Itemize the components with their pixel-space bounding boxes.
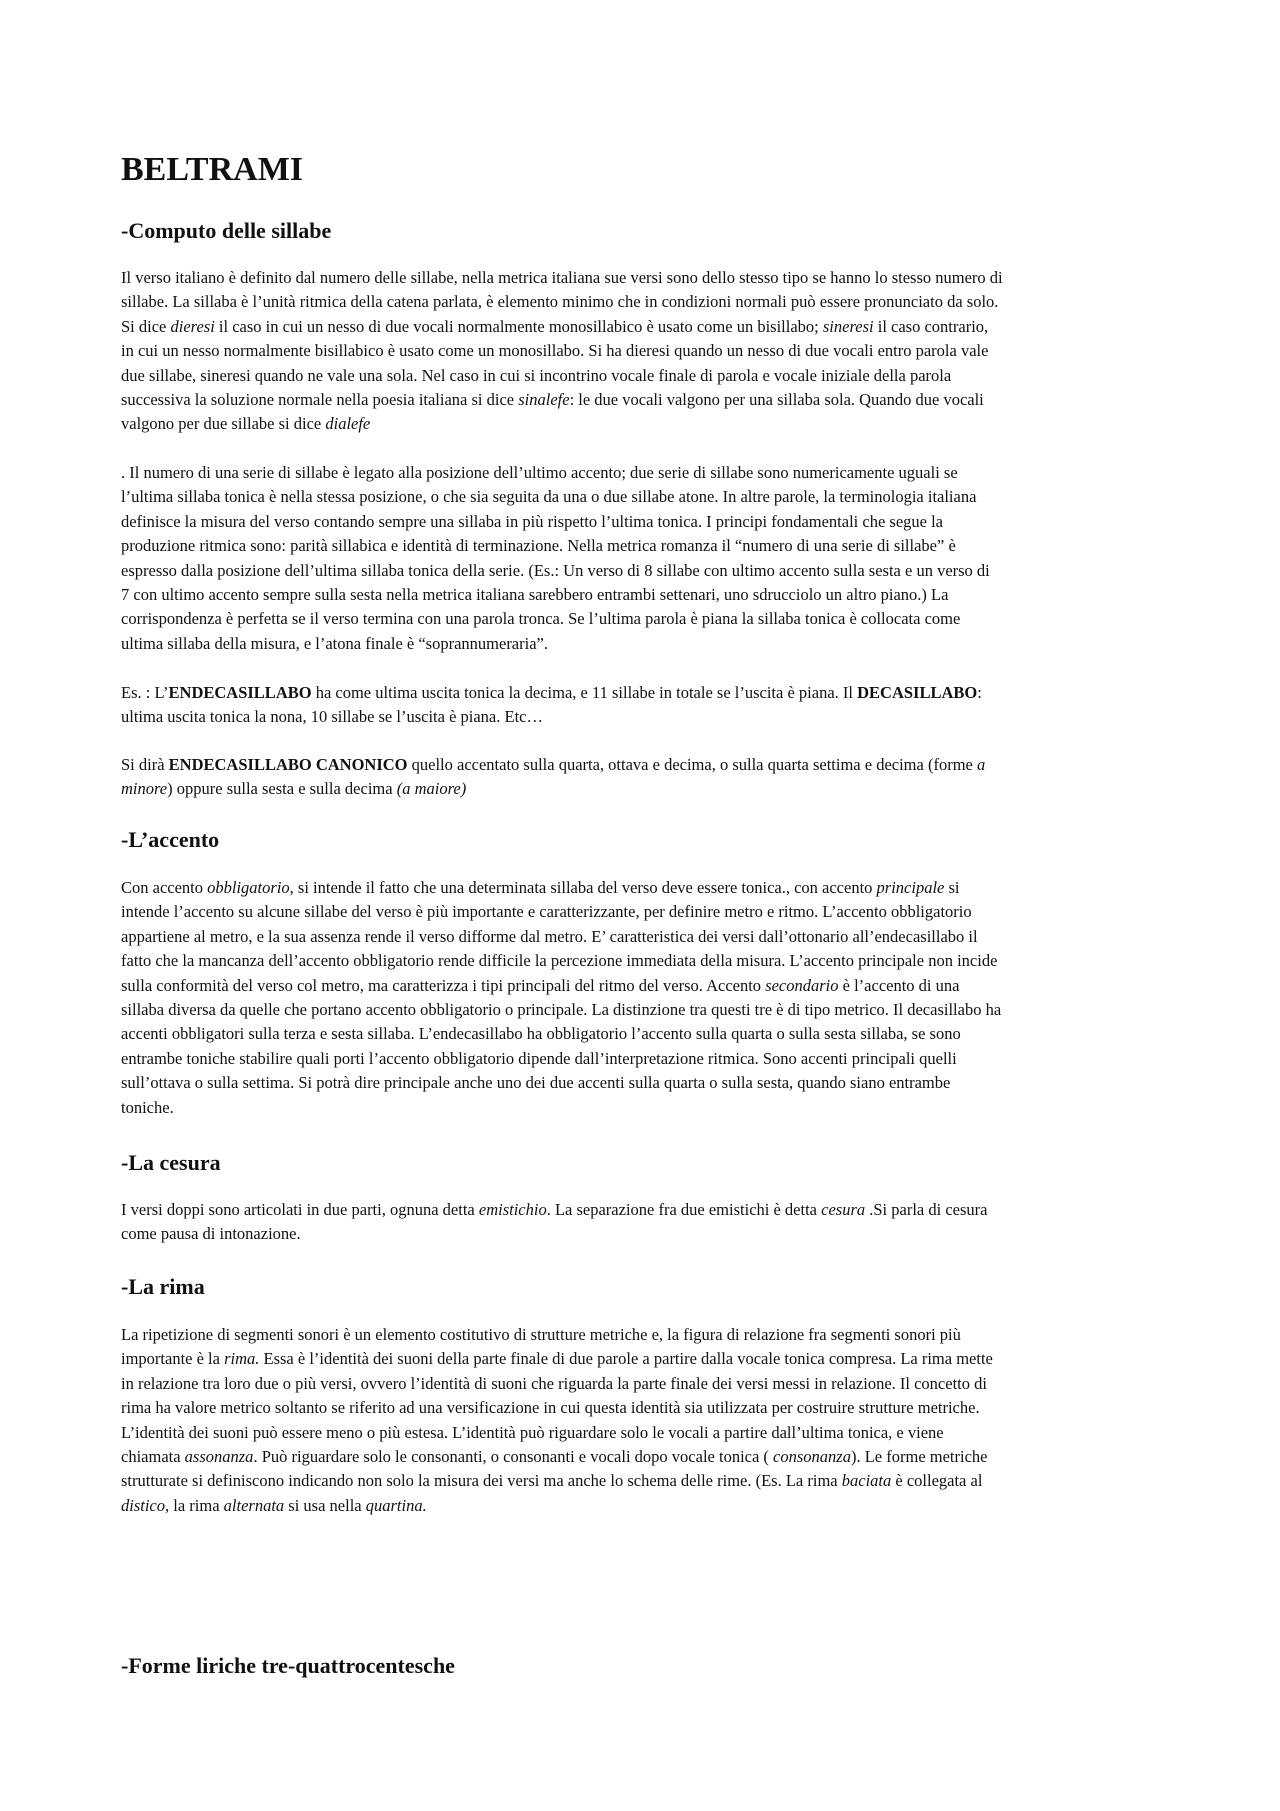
italic-term: sineresi xyxy=(822,316,874,336)
text-line xyxy=(121,777,1166,801)
text-line xyxy=(121,900,1166,924)
text-run: espresso dalla posizione dell’ultima sillaba tonica della serie. (Es.: Un verso di 8 sillabe con ultimo accento sulla sesta e un verso di xyxy=(121,560,990,580)
text-line xyxy=(121,949,1166,973)
text-line xyxy=(121,315,1166,339)
italic-term: minore xyxy=(121,779,168,799)
section-heading-accento: -L’accento xyxy=(121,827,220,852)
text-run: strutturate si definiscono indicando non solo la misura dei versi ma anche lo schema delle rime. (Es. La rima xyxy=(121,1471,842,1491)
text-run: due sillabe, sineresi quando ne vale una sola. Nel caso in cui si incontrino vocale finale di parola e vocale iniziale della parola xyxy=(121,365,952,385)
bold-term: ENDECASILLABO xyxy=(168,683,312,702)
italic-term: quartina. xyxy=(365,1495,427,1515)
text-run: ha come ultima uscita tonica la decima, e 11 sillabe in totale se l’uscita è piana. Il xyxy=(311,683,858,702)
text-run: è l’accento di una xyxy=(838,975,960,995)
text-line xyxy=(121,607,1166,631)
text-line xyxy=(121,1071,1166,1095)
text-run: , la rima xyxy=(165,1495,224,1515)
italic-term: assonanza xyxy=(184,1447,254,1467)
text-run: l’ultima sillaba tonica è nella stessa posizione, o che sia seguita da una o due sillabe atone. In altre parole, la terminologia italiana xyxy=(121,487,977,507)
italic-term: cesura xyxy=(821,1200,866,1219)
text-run: come pausa di intonazione. xyxy=(121,1224,301,1244)
text-line xyxy=(121,681,1166,705)
paragraph xyxy=(121,1198,1166,1247)
text-line xyxy=(121,1396,1166,1420)
italic-term: dialefe xyxy=(325,414,371,434)
italic-term: consonanza xyxy=(773,1447,851,1467)
italic-term: dieresi xyxy=(170,316,215,336)
text-line xyxy=(121,1198,1166,1222)
text-run: Si dirà xyxy=(121,755,169,774)
text-run: il caso in cui un nesso di due vocali normalmente monosillabico è usato come un bisillabo; xyxy=(214,316,823,336)
text-run: in relazione tra loro due o più versi, ovvero l’identità di suoni che riguarda la parte finale dei versi messi in relazione. Il concetto di xyxy=(121,1373,987,1393)
text-run: I versi doppi sono articolati in due parti, ognuna detta xyxy=(121,1200,479,1219)
text-run: ultima sillaba della misura, e l’atona finale è “soprannumeraria”. xyxy=(121,633,548,653)
text-line xyxy=(121,1445,1166,1469)
text-run: Con accento xyxy=(121,878,208,897)
italic-term: secondario xyxy=(765,975,839,995)
text-run: importante è la xyxy=(121,1349,225,1369)
text-line xyxy=(121,1047,1166,1071)
text-line xyxy=(121,290,1166,314)
text-run: valgono per due sillabe si dice xyxy=(121,414,326,434)
text-line xyxy=(121,559,1166,583)
paragraph xyxy=(121,266,1166,437)
text-run: . Può riguardare solo le consonanti, o consonanti e vocali dopo vocale tonica ( xyxy=(253,1447,774,1467)
text-line xyxy=(121,1222,1166,1246)
italic-term: rima. xyxy=(224,1349,260,1369)
text-run: successiva la soluzione normale nella poesia italiana si dice xyxy=(121,390,519,410)
text-run: toniche. xyxy=(121,1097,174,1117)
section-heading-rima: -La rima xyxy=(121,1274,205,1299)
text-run: ) oppure sulla sesta e sulla decima xyxy=(167,779,397,799)
text-run: 7 con ultimo accento sempre sulla sesta nella metrica italiana sarebbero entrambi settenari, uno sdrucciolo un altro piano.) La xyxy=(121,585,949,605)
text-line xyxy=(121,753,1166,777)
text-run: ultima uscita tonica la nona, 10 sillabe se l’uscita è piana. Etc… xyxy=(121,707,543,727)
italic-term: distico xyxy=(121,1495,165,1515)
section-heading-cesura: -La cesura xyxy=(121,1150,221,1175)
paragraph xyxy=(121,1323,1166,1518)
text-run: .Si parla di cesura xyxy=(865,1200,988,1219)
text-run: sillabe. La sillaba è l’unità ritmica della catena parlata, è elemento minimo che in condizioni normali può essere pronunciato da solo. xyxy=(121,292,999,312)
text-line xyxy=(121,1469,1166,1493)
bold-term: DECASILLABO xyxy=(857,683,978,702)
text-run: : le due vocali valgono per una sillaba sola. Quando due vocali xyxy=(569,390,984,410)
text-run: fatto che la mancanza dell’accento obbligatorio rende difficile la percezione immediata della misura. L’accento principale non incide xyxy=(121,951,998,971)
text-line xyxy=(121,534,1166,558)
paragraph xyxy=(121,461,1166,656)
text-run: Il verso italiano è definito dal numero delle sillabe, nella metrica italiana sue versi sono dello stesso tipo se hanno lo stesso numero di xyxy=(121,268,1003,287)
text-run: intende l’accento su alcune sillabe del verso è più importante e caratterizzante, per definire metro e ritmo. L’accento obbligatorio xyxy=(121,902,972,922)
text-run: entrambe toniche stabilire quali porti l’accento obbligatorio dipende dall’interpretazione ritmica. Sono accenti principali quelli xyxy=(121,1048,957,1068)
text-line xyxy=(121,1494,1166,1518)
text-line xyxy=(121,364,1166,388)
text-run: in cui un nesso normalmente bisillabico è usato come un monosillabo. Si ha dieresi quando un nesso di due vocali entro parola vale xyxy=(121,341,989,361)
text-line xyxy=(121,1421,1166,1445)
italic-term: emistichio xyxy=(478,1200,547,1219)
bold-term: ENDECASILLABO CANONICO xyxy=(168,755,408,774)
text-line xyxy=(121,705,1166,729)
text-run: sull’ottava o sulla settima. Si potrà dire principale anche uno dei due accenti sulla quarta o sulla sesta, quando siano entrambe xyxy=(121,1073,951,1093)
text-line xyxy=(121,1372,1166,1396)
text-line xyxy=(121,339,1166,363)
paragraph xyxy=(121,876,1166,1120)
italic-term: sinalefe xyxy=(518,390,570,410)
text-run: , si intende il fatto che una determinata sillaba del verso deve essere tonica., con accento xyxy=(289,878,877,897)
text-run: produzione ritmica sono: parità sillabica e identità di terminazione. Nella metrica romanza il “numero di una serie di sillabe” è xyxy=(121,536,956,556)
text-run: definisce la misura del verso contando sempre una sillaba in più rispetto l’ultima tonica. I principi fondamentali che segue la xyxy=(121,511,943,531)
paragraph xyxy=(121,753,1166,802)
text-run: Essa è l’identità dei suoni della parte finale di due parole a partire dalla vocale tonica compresa. La rima mette xyxy=(259,1349,993,1369)
text-run: appartiene al metro, e la sua assenza rende il verso difforme dal metro. E’ caratteristica dei versi dall’ottonario all’endecasillabo il xyxy=(121,926,978,946)
text-line xyxy=(121,632,1166,656)
text-line xyxy=(121,1096,1166,1120)
text-run: quello accentato sulla quarta, ottava e decima, o sulla quarta settima e decima (forme xyxy=(407,755,977,774)
text-line xyxy=(121,388,1166,412)
italic-term: obbligatorio xyxy=(207,878,290,897)
text-run: sulla conformità del verso col metro, ma caratterizza i tipi principali del ritmo del verso. Accento xyxy=(121,975,766,995)
text-run: chiamata xyxy=(121,1447,185,1467)
text-line xyxy=(121,485,1166,509)
text-line xyxy=(121,925,1166,949)
italic-term: baciata xyxy=(841,1471,892,1491)
text-run: Es. : L’ xyxy=(121,683,169,702)
text-line xyxy=(121,1323,1166,1347)
text-run: il caso contrario, xyxy=(873,316,989,336)
text-run: . Il numero di una serie di sillabe è legato alla posizione dell’ultimo accento; due serie di sillabe sono numericamente uguali se xyxy=(121,463,958,482)
section-heading-computo: -Computo delle sillabe xyxy=(121,218,332,243)
text-line xyxy=(121,461,1166,485)
paragraph xyxy=(121,681,1166,730)
text-run: : xyxy=(977,683,982,702)
text-run: . La separazione fra due emistichi è detta xyxy=(546,1200,822,1219)
text-line xyxy=(121,412,1166,436)
text-run: La ripetizione di segmenti sonori è un elemento costitutivo di strutture metriche e, la figura di relazione fra segmenti sonori più xyxy=(121,1325,961,1344)
text-line xyxy=(121,974,1166,998)
italic-term: a xyxy=(976,755,986,774)
italic-term: alternata xyxy=(223,1495,285,1515)
text-line xyxy=(121,876,1166,900)
text-run: corrispondenza è perfetta se il verso termina con una parola tronca. Se l’ultima parola è piana la sillaba tonica è collocata come xyxy=(121,609,961,629)
italic-term: principale xyxy=(876,878,945,897)
text-run: è collegata al xyxy=(891,1471,983,1491)
text-run: ). Le forme metriche xyxy=(850,1447,988,1467)
text-line xyxy=(121,510,1166,534)
document-title: BELTRAMI xyxy=(121,151,304,188)
text-run: L’identità dei suoni può essere meno o più estesa. L’identità può riguardare solo le vocali a partire dall’ultima tonica, e viene xyxy=(121,1422,944,1442)
text-run: accenti obbligatori sulla terza e sesta sillaba. L’endecasillabo ha obbligatorio l’accento sulla quarta o sulla sesta sillaba, se sono xyxy=(121,1024,961,1044)
text-run: si xyxy=(944,878,960,897)
text-run: Si dice xyxy=(121,316,171,336)
text-line xyxy=(121,1022,1166,1046)
section-heading-forme-liriche: -Forme liriche tre-quattrocentesche xyxy=(121,1653,455,1678)
text-run: rima ha valore metrico soltanto se riferito ad una versificazione in cui questa identità sia utilizzata per costruire strutture metriche. xyxy=(121,1398,980,1418)
text-line xyxy=(121,266,1166,290)
text-line xyxy=(121,998,1166,1022)
italic-term: (a maiore) xyxy=(396,779,467,799)
text-line xyxy=(121,1347,1166,1371)
text-line xyxy=(121,583,1166,607)
text-run: si usa nella xyxy=(284,1495,366,1515)
text-run: sillaba diversa da quelle che portano accento obbligatorio o principale. La distinzione tra questi tre è di tipo metrico. Il decasillabo ha xyxy=(121,1000,1002,1020)
